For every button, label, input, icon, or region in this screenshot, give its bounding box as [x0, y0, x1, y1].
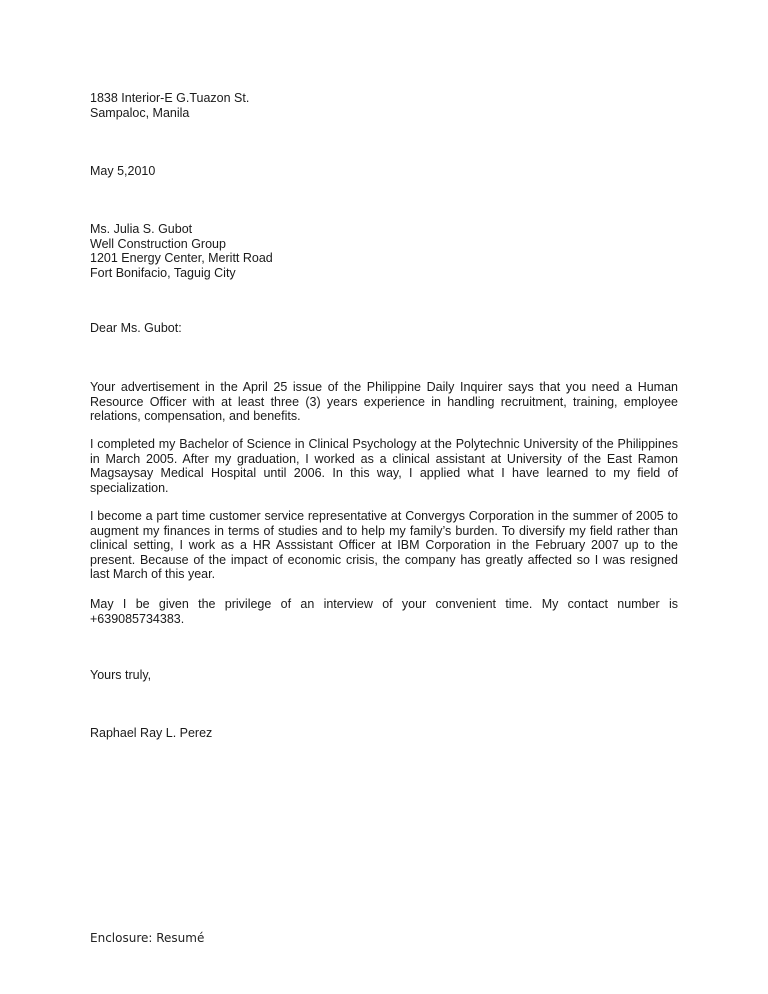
recipient-city: Fort Bonifacio, Taguig City — [90, 265, 236, 280]
signature-name: Raphael Ray L. Perez — [90, 726, 213, 740]
salutation-text: Dear Ms. Gubot: — [90, 321, 182, 335]
body-paragraph-1: Your advertisement in the April 25 issue of the Philippine Daily Inquirer says that you need a Human Resource Officer with at least three (3) years experience in handling recruitment, training, employee relations, compensation, and benefits. — [90, 380, 678, 424]
recipient-address — [90, 222, 678, 280]
enclosure-note: Enclosure: Resumé — [90, 931, 205, 945]
sender-address — [90, 91, 678, 120]
salutation — [90, 321, 678, 336]
signature — [90, 726, 678, 741]
letter-date — [90, 164, 678, 179]
recipient-name: Ms. Julia S. Gubot — [90, 222, 193, 236]
sender-address-line-2: Sampaloc, Manila — [90, 105, 190, 120]
body-paragraph-4: May I be given the privilege of an interview of your convenient time. My contact number is +639085734383. — [90, 597, 678, 626]
sender-address-line-1: 1838 Interior-E G.Tuazon St. — [90, 91, 250, 105]
recipient-company: Well Construction Group — [90, 236, 226, 251]
date-text: May 5,2010 — [90, 164, 156, 178]
body-paragraph-3: I become a part time customer service representative at Convergys Corporation in the summer of 2005 to augment my finances in terms of studies and to help my family’s burden. To diversify my field rather than clinical setting, I work as a HR Asssistant Officer at IBM Corporation in the February 2007 up to the present. Because of the impact of economic crisis, the company has greatly affected so I was resigned last March of this year. — [90, 509, 678, 582]
closing — [90, 668, 678, 683]
recipient-street: 1201 Energy Center, Meritt Road — [90, 251, 273, 266]
body-paragraph-2: I completed my Bachelor of Science in Clinical Psychology at the Polytechnic University of the Philippines in March 2005. After my graduation, I worked as a clinical assistant at University of the East Ramon Magsaysay Medical Hospital until 2006. In this way, I applied what I have learned to my field of specialization. — [90, 437, 678, 495]
closing-text: Yours truly, — [90, 668, 152, 682]
